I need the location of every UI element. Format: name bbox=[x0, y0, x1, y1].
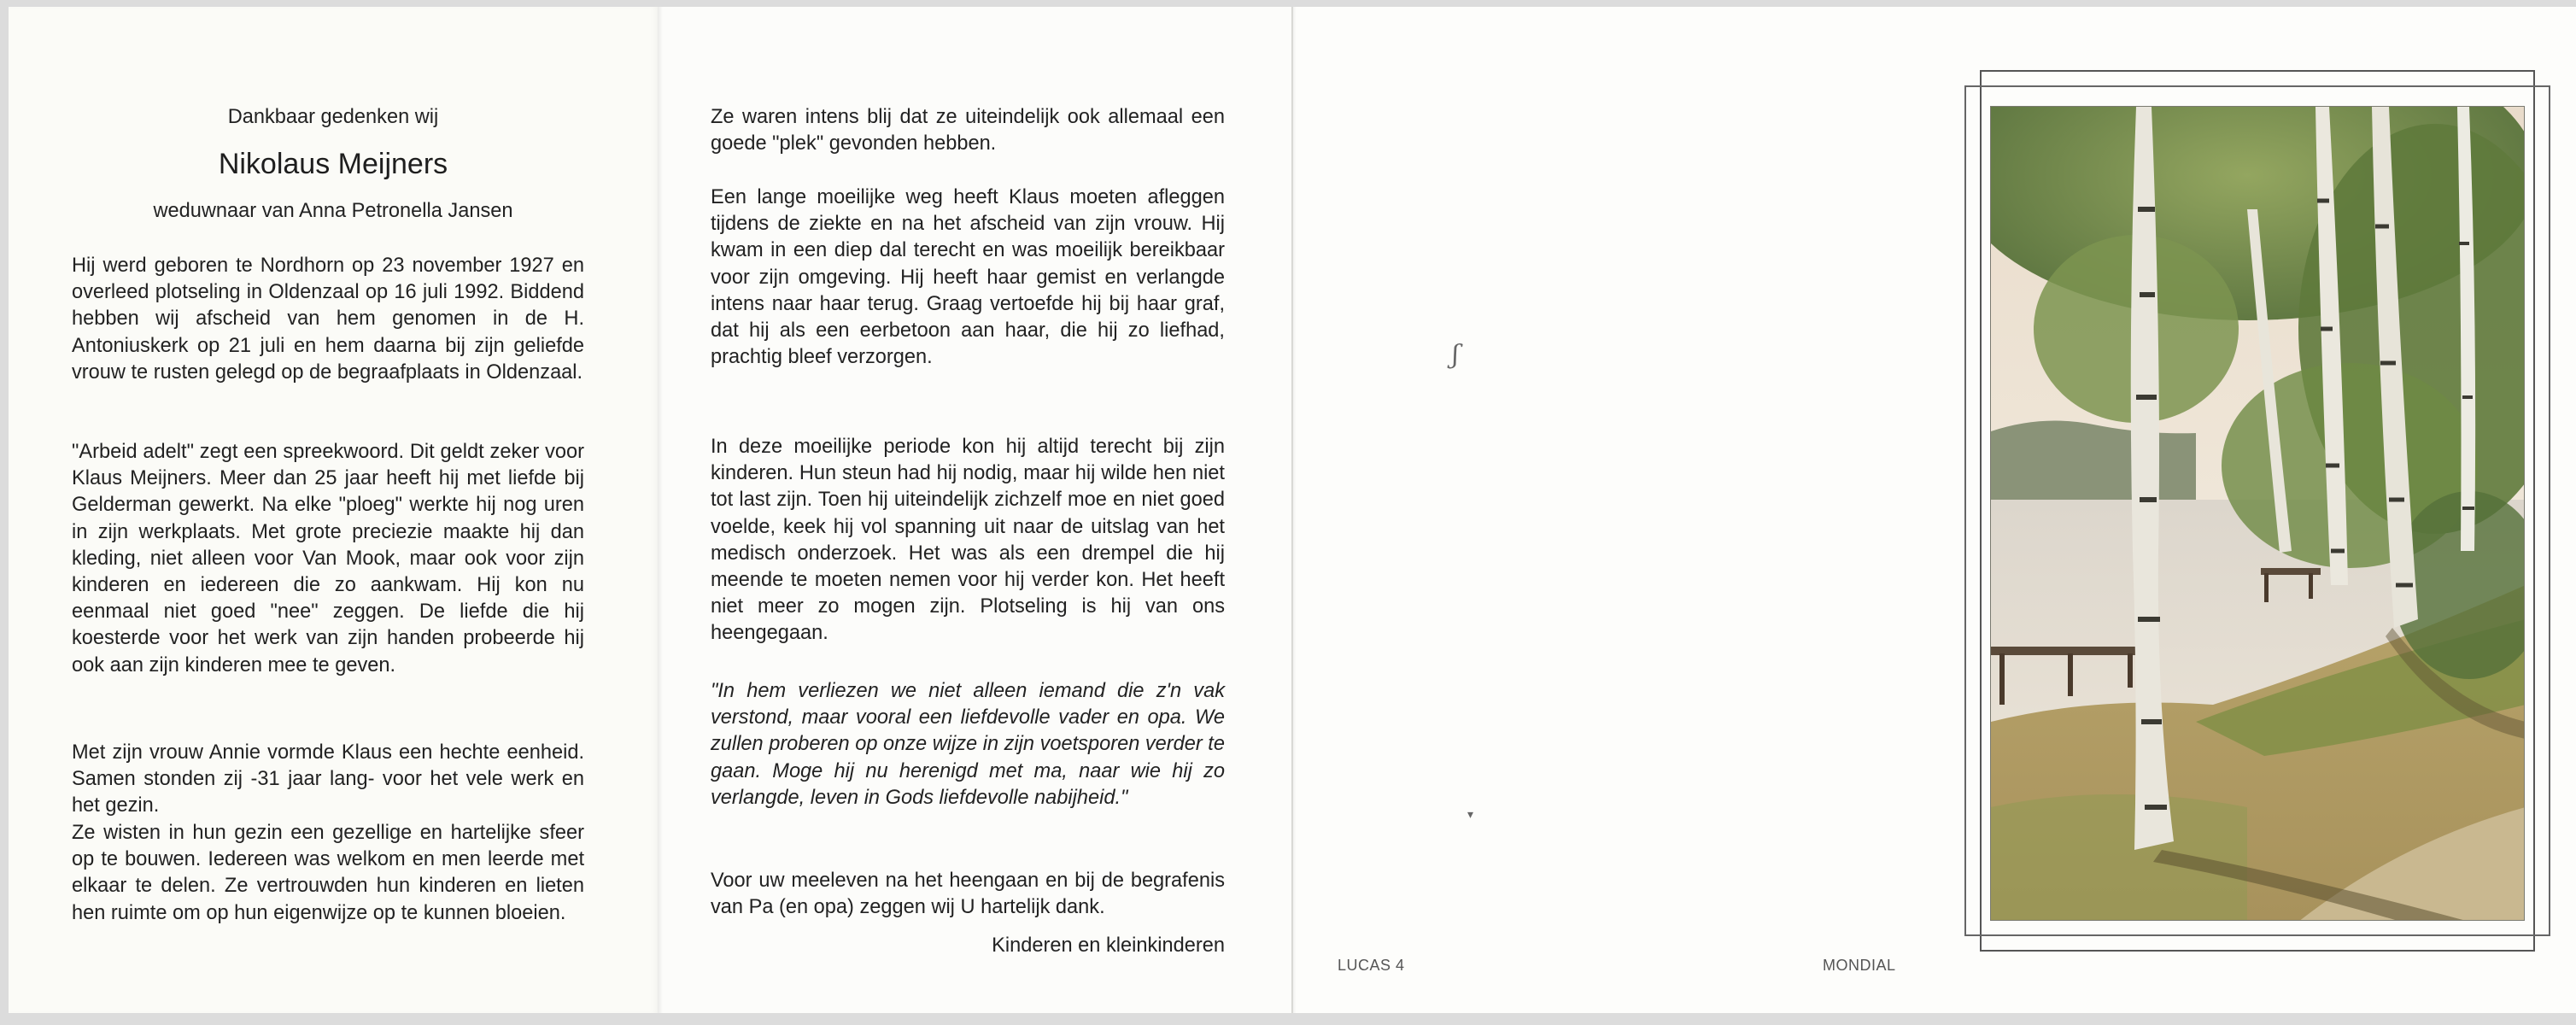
lakeside-birch-illustration bbox=[1991, 107, 2525, 921]
paragraph-marriage: Met zijn vrouw Annie vormde Klaus een hechte eenheid. Samen stonden zij -31 jaar lang- voor het vele werk en het gezin. bbox=[72, 741, 584, 817]
paragraph-illness: Een lange moeilijke weg heeft Klaus moeten afleggen tijdens de ziekte en na het afscheid van zijn vrouw. Hij kwam in een diep dal terecht en was moeilijk bereikbaar voor zijn omgeving. Hij heeft haar gemist en verlangde intens naar haar terug. Graag vertoefde hij bij haar graf, dat hij als een eerbetoon aan haar, die hij zo liefhad, prachtig bleef verzorgen. bbox=[711, 186, 1225, 369]
publisher-code-label: LUCAS 4 bbox=[1338, 957, 1405, 974]
publisher-name-label: MONDIAL bbox=[1823, 957, 1896, 974]
fold-shadow bbox=[1291, 7, 1297, 1013]
ink-mark: ʃ bbox=[1452, 340, 1460, 370]
paragraph-family: Ze wisten in hun gezin een gezellige en hartelijke sfeer op te bouwen. Iedereen was welkom en men leerde met elkaar te delen. Ze vertrouwden hun kinderen en lieten hen ruimte om op hun eigenwijze op te kunnen bloeien. bbox=[72, 822, 584, 924]
paragraph-children: In deze moeilijke periode kon hij altijd terecht bij zijn kinderen. Hun steun had hij nodig, maar hij wilde hen niet tot last zijn. Toen hij uiteindelijk zichzelf moe en niet goed voelde, keek hij vol spanning uit naar de uitslag van het medisch onderzoek. Het was als een drempel die hij meende te moeten nemen voor hij verder kon. Het heeft niet meer zo mogen zijn. Plotseling is hij van ons heengegaan. bbox=[711, 436, 1225, 645]
paragraph-birth: Hij werd geboren te Nordhorn op 23 november 1927 en overleed plotseling in Oldenzaal op 16 juli 1992. Biddend hebben wij afscheid van hem genomen in de H. Antoniuskerk op 21 juli en hem daarna bij zijn geliefde vrouw te rusten gelegd op de begraafplaats in Oldenzaal. bbox=[72, 255, 584, 384]
signature-line: Kinderen en kleinkinderen bbox=[992, 934, 1225, 957]
deceased-name: Nikolaus Meijners bbox=[218, 148, 448, 180]
intro-line: Dankbaar gedenken wij bbox=[227, 106, 439, 128]
fold-shadow bbox=[658, 7, 663, 1013]
lakeside-birch-photo bbox=[1990, 106, 2525, 921]
thanks-paragraph: Voor uw meeleven na het heengaan en bij de begrafenis van Pa (en opa) zeggen wij U hartelijk dank. bbox=[711, 870, 1225, 919]
panel-blank-back bbox=[1291, 7, 1935, 1013]
subtitle-line: weduwnaar van Anna Petronella Jansen bbox=[153, 200, 513, 222]
ink-dot: ▾ bbox=[1467, 808, 1474, 822]
paragraph-work: "Arbeid adelt" zegt een spreekwoord. Dit geldt zeker voor Klaus Meijners. Meer dan 25 jaar heeft hij met liefde bij Gelderman gewerkt. Na elke "ploeg" werkte hij nog uren in zijn werkplaats. Met grote preciezie maakte hij dan kleding, niet alleen voor Van Mook, maar ook voor zijn kinderen en iedereen die zo aankwam. Hij kon nu eenmaal niet goed "nee" zeggen. De liefde die hij koesterde voor het werk van zijn handen probeerde hij ook aan zijn kinderen mee te geven. bbox=[72, 441, 584, 676]
quote-paragraph: "In hem verliezen we niet alleen iemand die z'n vak verstond, maar vooral een liefdevolle vader en opa. We zullen proberen op onze wijze in zijn voetsporen verder te gaan. Moge hij nu herenigd met ma, naar wie hij zo verlangde, leven in Gods liefdevolle nabijheid." bbox=[711, 680, 1225, 809]
paragraph-place: Ze waren intens blij dat ze uiteindelijk ook allemaal een goede "plek" gevonden hebben. bbox=[711, 106, 1225, 155]
